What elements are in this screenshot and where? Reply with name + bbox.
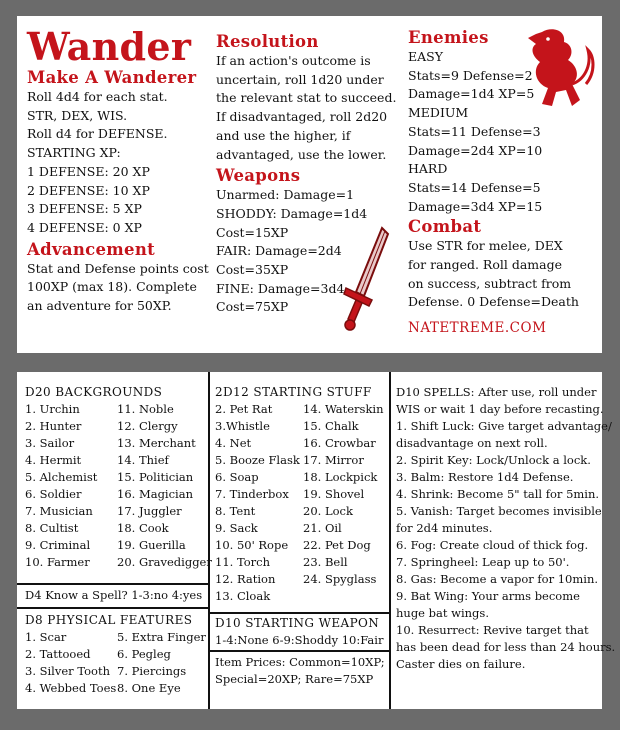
list-item: 20. Gravedigger [117,555,212,569]
spells-section [396,384,615,673]
text-line: 6. Fog: Create cloud of thick fog. [396,538,589,552]
list-item: 3. Sailor [25,436,75,450]
text-line: STR, DEX, WIS. [27,107,128,123]
list-item: 5. Extra Finger [117,630,206,644]
list-item: 9. Criminal [25,538,91,552]
resolution-text [216,52,406,164]
backgrounds-list-left [25,401,117,571]
enemies-heading: Enemies [408,28,489,47]
list-item: 4. Webbed Toes [25,681,117,695]
list-item: 23. Bell [303,555,348,569]
list-item: 19. Guerilla [117,538,186,552]
list-item: 1. Scar [25,630,67,644]
text-line: uncertain, roll 1d20 under [216,71,384,87]
list-item: 2. Hunter [25,419,82,433]
text-line: huge bat wings. [396,606,489,620]
list-item: 3. Silver Tooth [25,664,110,678]
combat-heading: Combat [408,217,482,237]
text-line: Item Prices: Common=10XP; [215,655,385,669]
list-item: 22. Pet Dog [303,538,371,552]
list-item: 5. Booze Flask [215,453,300,467]
list-item: 3.Whistle [215,419,270,433]
list-item: 18. Lockpick [303,470,378,484]
text-line: an adventure for 50XP. [27,298,172,314]
text-line: 3. Balm: Restore 1d4 Defense. [396,470,574,484]
text-line: 9. Bat Wing: Your arms become [396,589,580,603]
website-link[interactable]: NATETREME.COM [408,320,547,337]
physical-list-right [117,629,206,697]
starting-weapon-roll: 1-4:None 6-9:Shoddy 10:Fair [215,633,384,647]
list-item: 10. 50' Rope [215,538,289,552]
stuff-list-right [303,401,384,605]
text-line: advantaged, use the lower. [216,146,387,162]
backgrounds-title: D20 BACKGROUNDS [25,385,163,399]
text-line: 8. Gas: Become a vapor for 10min. [396,572,599,586]
divider [208,650,389,652]
text-line: 4. Shrink: Become 5" tall for 5min. [396,487,600,501]
starting-weapon-title: D10 STARTING WEAPON [215,616,380,630]
text-line: 100XP (max 18). Complete [27,279,197,295]
text-line: 5. Vanish: Target becomes invisible [396,504,602,518]
text-line: D10 SPELLS: After use, roll under [396,385,597,399]
list-item: 20. Lock [303,504,353,518]
list-item: 13. Merchant [117,436,196,450]
list-item: 18. Cook [117,521,169,535]
text-line: Stats=14 Defense=5 [408,179,541,195]
list-item: 17. Mirror [303,453,364,467]
text-line: 10. Resurrect: Revive target that [396,623,589,637]
list-item: 21. Oil [303,521,342,535]
text-line: Defense. 0 Defense=Death [408,294,579,310]
text-line: Cost=75XP [216,299,289,315]
spell-know-roll: D4 Know a Spell? 1-3:no 4:yes [25,588,203,602]
list-item: 6. Pegleg [117,647,171,661]
starting-stuff-section [215,384,384,605]
stuff-list-left [215,401,303,605]
text-line: 1 DEFENSE: 20 XP [27,163,150,179]
list-item: 10. Farmer [25,555,90,569]
weapons-heading: Weapons [216,166,301,186]
list-item: 16. Magician [117,487,193,501]
text-line: on success, subtract from [408,275,572,291]
text-line: Special=20XP; Rare=75XP [215,672,374,686]
text-line: Roll 4d4 for each stat. [27,89,168,104]
text-line: and use the higher, if [216,127,351,143]
list-item: 15. Politician [117,470,194,484]
physical-list-left [25,629,117,697]
advancement-text [27,260,222,316]
text-line: 2. Spirit Key: Lock/Unlock a lock. [396,453,591,467]
list-item: 7. Piercings [117,664,187,678]
list-item: 8. Cultist [25,521,79,535]
divider [208,612,389,614]
combat-text [408,237,598,312]
list-item: 7. Musician [25,504,93,518]
text-line: If disadvantaged, roll 2d20 [216,109,388,125]
list-item: 8. One Eye [117,681,181,695]
list-item: 9. Sack [215,521,258,535]
list-item: 7. Tinderbox [215,487,289,501]
backgrounds-section [25,384,212,571]
list-item: 11. Noble [117,402,174,416]
text-line: MEDIUM [408,105,469,121]
text-line: disadvantage on next roll. [396,436,548,450]
list-item: 1. Urchin [25,402,80,416]
list-item: 11. Torch [215,555,270,569]
game-title: Wander [27,24,192,69]
text-line: has been dead for less than 24 hours. [396,640,616,654]
divider [17,583,208,585]
advancement-heading: Advancement [27,239,156,259]
text-line: Stats=11 Defense=3 [408,123,541,139]
text-line: HARD [408,161,448,177]
resolution-heading: Resolution [216,32,319,51]
list-item: 6. Soap [215,470,259,484]
physical-section [25,612,206,697]
list-item: 16. Crowbar [303,436,376,450]
lion-rampant-icon [522,26,596,110]
list-item: 4. Net [215,436,252,450]
text-line: Cost=15XP [216,224,289,240]
text-line: for ranged. Roll damage [408,257,562,273]
text-line: If an action's outcome is [216,53,371,68]
text-line: Cost=35XP [216,262,289,278]
text-line: 2 DEFENSE: 10 XP [27,182,150,198]
sword-icon [342,224,390,336]
list-item: 4. Hermit [25,453,82,467]
make-wanderer-text [27,88,222,238]
list-item: 2. Tattooed [25,647,91,661]
list-item: 19. Shovel [303,487,365,501]
text-line: 1. Shift Luck: Give target advantage/ [396,419,612,433]
text-line: Stats=9 Defense=2 [408,67,533,83]
text-line: the relevant stat to succeed. [216,90,397,106]
text-line: Damage=1d4 XP=5 [408,86,535,102]
text-line: SHODDY: Damage=1d4 [216,205,368,221]
text-line: FAIR: Damage=2d4 [216,243,342,259]
text-line: Damage=3d4 XP=15 [408,198,543,214]
list-item: 12. Clergy [117,419,178,433]
list-item: 8. Tent [215,504,256,518]
make-wanderer-heading: Make A Wanderer [27,68,197,87]
list-item: 13. Cloak [215,589,271,603]
text-line: Caster dies on failure. [396,657,526,671]
starting-weapon-section [215,615,383,649]
text-line: FINE: Damage=3d4 [216,280,345,296]
front-card [17,16,602,353]
divider [389,372,391,709]
back-card [17,372,616,709]
list-item: 6. Soldier [25,487,82,501]
divider [17,607,208,609]
text-line: WIS or wait 1 day before recasting. [396,402,604,416]
column-make-wanderer [27,26,222,316]
text-line: Damage=2d4 XP=10 [408,142,543,158]
list-item: 24. Spyglass [303,572,377,586]
list-item: 14. Thief [117,453,169,467]
text-line: Roll d4 for DEFENSE. [27,126,168,142]
list-item: 12. Ration [215,572,276,586]
text-line: 3 DEFENSE: 5 XP [27,201,142,217]
list-item: 15. Chalk [303,419,359,433]
text-line: Unarmed: Damage=1 [216,187,355,203]
text-line: for 2d4 minutes. [396,521,493,535]
physical-title: D8 PHYSICAL FEATURES [25,613,193,627]
backgrounds-list-right [117,401,212,571]
text-line: Stat and Defense points cost [27,260,209,276]
text-line: 7. Springheel: Leap up to 50'. [396,555,570,569]
text-line: STARTING XP: [27,145,121,161]
list-item: 17. Juggler [117,504,182,518]
starting-stuff-title: 2D12 STARTING STUFF [215,385,372,399]
list-item: 5. Alchemist [25,470,98,484]
item-prices [215,654,385,688]
list-item: 2. Pet Rat [215,402,273,416]
list-item: 14. Waterskin [303,402,384,416]
text-line: 4 DEFENSE: 0 XP [27,219,142,235]
text-line: Use STR for melee, DEX [408,238,563,254]
text-line: EASY [408,49,443,64]
